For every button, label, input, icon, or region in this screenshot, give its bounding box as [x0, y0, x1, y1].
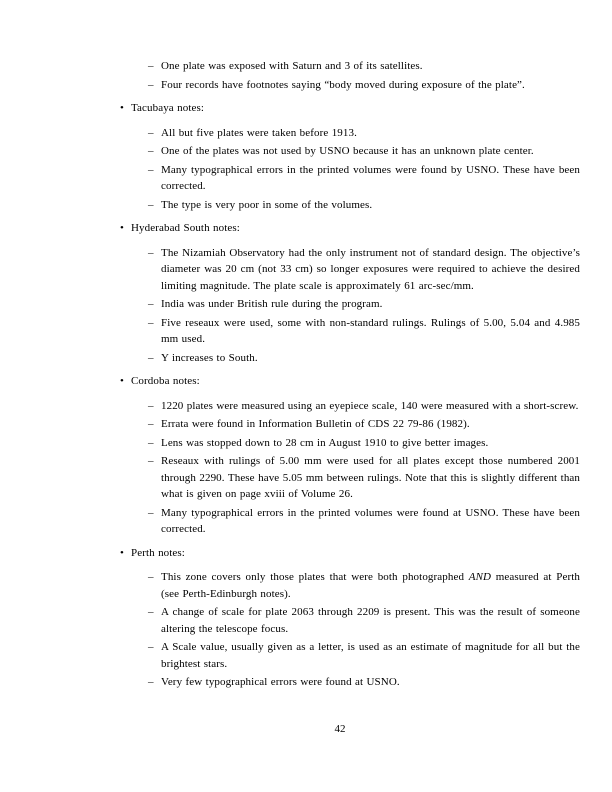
list-item-text: Five reseaux were used, some with non-standard rulings. Rulings of 5.00, 5.04 and 4.985 mm used. [161, 316, 580, 345]
section-title-line [120, 100, 580, 117]
dash-marker: – [148, 78, 154, 91]
list-item-text: Very few typographical errors were found at USNO. [161, 676, 400, 688]
list-item [148, 416, 580, 433]
list-item-text-part: This zone covers only those plates that were both photographed [161, 571, 469, 583]
list-item-text: One of the plates was not used by USNO because it has an unknown plate center. [161, 145, 534, 157]
page-content [120, 58, 580, 693]
list-item [148, 350, 580, 367]
list-item [148, 435, 580, 452]
dash-marker: – [148, 316, 154, 329]
list-item [148, 639, 580, 672]
dash-marker: – [148, 506, 154, 519]
section-title: Hyderabad South notes: [131, 222, 240, 234]
list-item-text: Reseaux with rulings of 5.00 mm were used for all plates except those numbered 2001 through 2290. These have 5.05 mm between rulings. Note that this is slightly different than what is given on page xviii of Volume 26. [161, 455, 580, 500]
list-item [148, 674, 580, 691]
list-item [148, 604, 580, 637]
list-item [148, 143, 580, 160]
dash-marker: – [148, 198, 154, 211]
dash-marker: – [148, 641, 154, 653]
dash-marker: – [148, 351, 154, 364]
dash-marker: – [148, 436, 154, 449]
list-item [148, 125, 580, 142]
list-item-text: Errata were found in Information Bulletin of CDS 22 79-86 (1982). [161, 418, 470, 430]
list-item-text: A change of scale for plate 2063 through 2209 is present. This was the result of someone altering the telescope focus. [161, 606, 580, 635]
dash-marker: – [148, 418, 154, 430]
dash-marker: – [148, 298, 154, 310]
list-item [148, 453, 580, 503]
list-item [148, 197, 580, 214]
section-title-line [120, 545, 580, 562]
list-item-text: Many typographical errors in the printed volumes were found at USNO. These have been corrected. [161, 506, 580, 535]
dash-marker: – [148, 60, 154, 72]
list-item-text: 1220 plates were measured using an eyepiece scale, 140 were measured with a short-screw. [161, 399, 579, 412]
list-item-text: All but five plates were taken before 1913. [161, 126, 357, 139]
list-item [148, 296, 580, 313]
list-item [148, 58, 580, 75]
list-item [148, 77, 580, 94]
dash-marker: – [148, 455, 154, 467]
bullet-section-perth [120, 545, 580, 691]
dash-marker: – [148, 145, 154, 157]
list-item-text: Y increases to South. [161, 351, 258, 364]
list-item-text: One plate was exposed with Saturn and 3 of its satellites. [161, 60, 423, 72]
bullet-marker: • [120, 222, 124, 234]
bullet-marker: • [120, 375, 124, 387]
dash-marker: – [148, 163, 154, 176]
dash-marker: – [148, 571, 154, 583]
dash-marker: – [148, 676, 154, 688]
dash-marker: – [148, 246, 154, 259]
list-item-text: India was under British rule during the program. [161, 298, 383, 310]
section-title-line [120, 220, 580, 237]
list-item [148, 245, 580, 295]
list-item [148, 505, 580, 538]
bullet-marker: • [120, 546, 124, 559]
page-number: 42 [334, 723, 346, 735]
bullet-section-cordoba [120, 373, 580, 538]
list-item [148, 398, 580, 415]
section-title-line [120, 373, 580, 390]
bullet-marker: • [120, 102, 124, 114]
list-item [148, 569, 580, 602]
bullet-section-hyderabad-south [120, 220, 580, 366]
list-item [148, 315, 580, 348]
list-item-text: Lens was stopped down to 28 cm in August 1910 to give better images. [161, 436, 489, 449]
section-title: Tacubaya notes: [131, 102, 205, 114]
dash-marker: – [148, 126, 154, 139]
bullet-section-tacubaya [120, 100, 580, 213]
dash-marker: – [148, 606, 154, 618]
list-item-text: The Nizamiah Observatory had the only instrument not of standard design. The objective’s diameter was 20 cm (not 33 cm) so longer exposures were required to achieve the desired limiting magnitude. The plate scale is approximately 61 arc-sec/mm. [161, 246, 580, 292]
section-title: Perth notes: [131, 546, 185, 559]
list-item [148, 162, 580, 195]
list-item-text: A Scale value, usually given as a letter, is used as an estimate of magnitude for all but the brightest stars. [161, 641, 580, 670]
list-item-text-part: measured at Perth (see Perth-Edinburgh notes). [161, 571, 580, 600]
section-title: Cordoba notes: [131, 375, 200, 387]
list-item-text: The type is very poor in some of the volumes. [161, 198, 373, 211]
dash-marker: – [148, 399, 154, 412]
list-item-text: Four records have footnotes saying “body moved during exposure of the plate”. [161, 78, 525, 91]
list-item-emphasis: AND [468, 571, 492, 583]
list-item-text: Many typographical errors in the printed volumes were found by USNO. These have been corrected. [161, 163, 580, 192]
list-item-text [161, 569, 580, 602]
